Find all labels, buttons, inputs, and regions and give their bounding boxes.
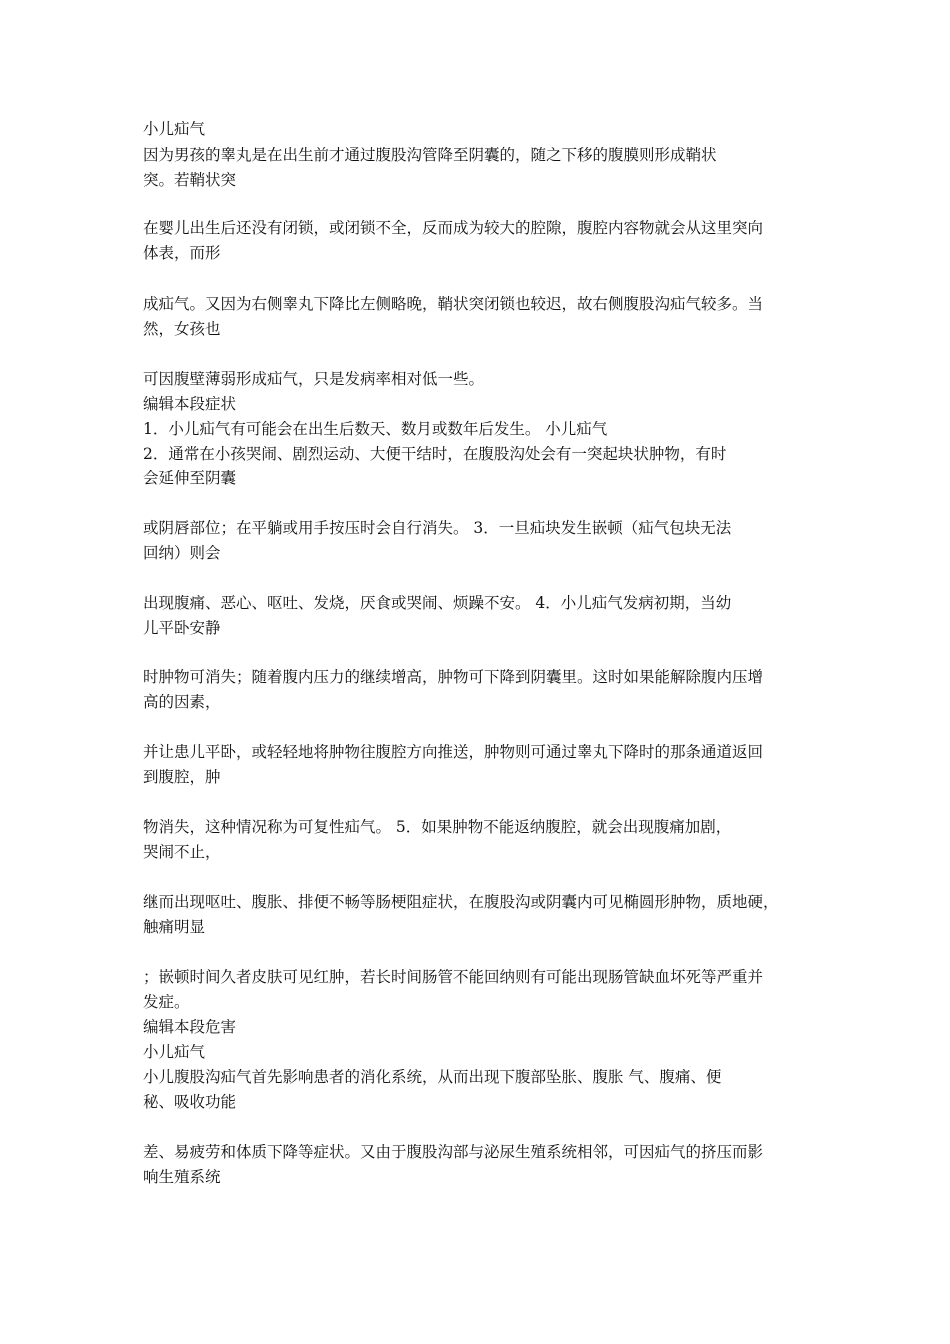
paragraph-line: 1．小儿疝气有可能会在出生后数天、数月或数年后发生。 小儿疝气 bbox=[143, 420, 608, 438]
paragraph-line: 然，女孩也 bbox=[143, 320, 221, 338]
paragraph-line: 突。若鞘状突 bbox=[143, 171, 237, 189]
paragraph-line: 回纳）则会 bbox=[143, 544, 221, 562]
paragraph-line: 小儿腹股沟疝气首先影响患者的消化系统，从而出现下腹部坠胀、腹胀 气、腹痛、便 bbox=[143, 1068, 722, 1086]
section-label: 小儿疝气 bbox=[143, 120, 206, 138]
paragraph-line: 秘、吸收功能 bbox=[143, 1093, 237, 1111]
paragraph-line: 到腹腔，肿 bbox=[143, 768, 221, 786]
paragraph-line: 差、易疲劳和体质下降等症状。又由于腹股沟部与泌尿生殖系统相邻，可因疝气的挤压而影 bbox=[143, 1143, 764, 1161]
paragraph-line: 在婴儿出生后还没有闭锁，或闭锁不全，反而成为较大的腔隙，腹腔内容物就会从这里突向 bbox=[143, 219, 764, 237]
paragraph-line: 2．通常在小孩哭闹、剧烈运动、大便干结时，在腹股沟处会有一突起块状肿物，有时 bbox=[143, 445, 727, 463]
paragraph-line: 响生殖系统 bbox=[143, 1168, 221, 1186]
paragraph-line: 可因腹壁薄弱形成疝气，只是发病率相对低一些。 bbox=[143, 370, 485, 388]
paragraph-line: 物消失，这种情况称为可复性疝气。 5．如果肿物不能返纳腹腔，就会出现腹痛加剧， bbox=[143, 818, 732, 836]
paragraph-line: 因为男孩的睾丸是在出生前才通过腹股沟管降至阴囊的，随之下移的腹膜则形成鞘状 bbox=[143, 146, 717, 164]
section-label: 小儿疝气 bbox=[143, 1043, 206, 1061]
paragraph-line: 时肿物可消失；随着腹内压力的继续增高，肿物可下降到阴囊里。这时如果能解除腹内压增 bbox=[143, 668, 764, 686]
paragraph-line: 或阴唇部位；在平躺或用手按压时会自行消失。 3．一旦疝块发生嵌顿（疝气包块无法 bbox=[143, 519, 732, 537]
paragraph-line: 高的因素， bbox=[143, 693, 221, 711]
paragraph-line: 触痛明显 bbox=[143, 918, 206, 936]
paragraph-line: 出现腹痛、恶心、呕吐、发烧，厌食或哭闹、烦躁不安。 4．小儿疝气发病初期，当幼 bbox=[143, 594, 732, 612]
section-heading-symptoms: 编辑本段症状 bbox=[143, 395, 237, 413]
paragraph-line: 体表，而形 bbox=[143, 244, 221, 262]
paragraph-line: 继而出现呕吐、腹胀、排便不畅等肠梗阻症状，在腹股沟或阴囊内可见椭圆形肿物，质地硬， bbox=[143, 893, 779, 911]
section-heading-harms: 编辑本段危害 bbox=[143, 1018, 237, 1036]
paragraph-line: 并让患儿平卧，或轻轻地将肿物往腹腔方向推送，肿物则可通过睾丸下降时的那条通道返回 bbox=[143, 743, 764, 761]
paragraph-line: ；嵌顿时间久者皮肤可见红肿，若长时间肠管不能回纳则有可能出现肠管缺血坏死等严重并 bbox=[143, 968, 764, 986]
paragraph-line: 发症。 bbox=[143, 993, 190, 1011]
paragraph-line: 哭闹不止， bbox=[143, 843, 221, 861]
paragraph-line: 会延伸至阴囊 bbox=[143, 469, 237, 487]
paragraph-line: 儿平卧安静 bbox=[143, 619, 221, 637]
paragraph-line: 成疝气。又因为右侧睾丸下降比左侧略晚，鞘状突闭锁也较迟，故右侧腹股沟疝气较多。当 bbox=[143, 295, 764, 313]
